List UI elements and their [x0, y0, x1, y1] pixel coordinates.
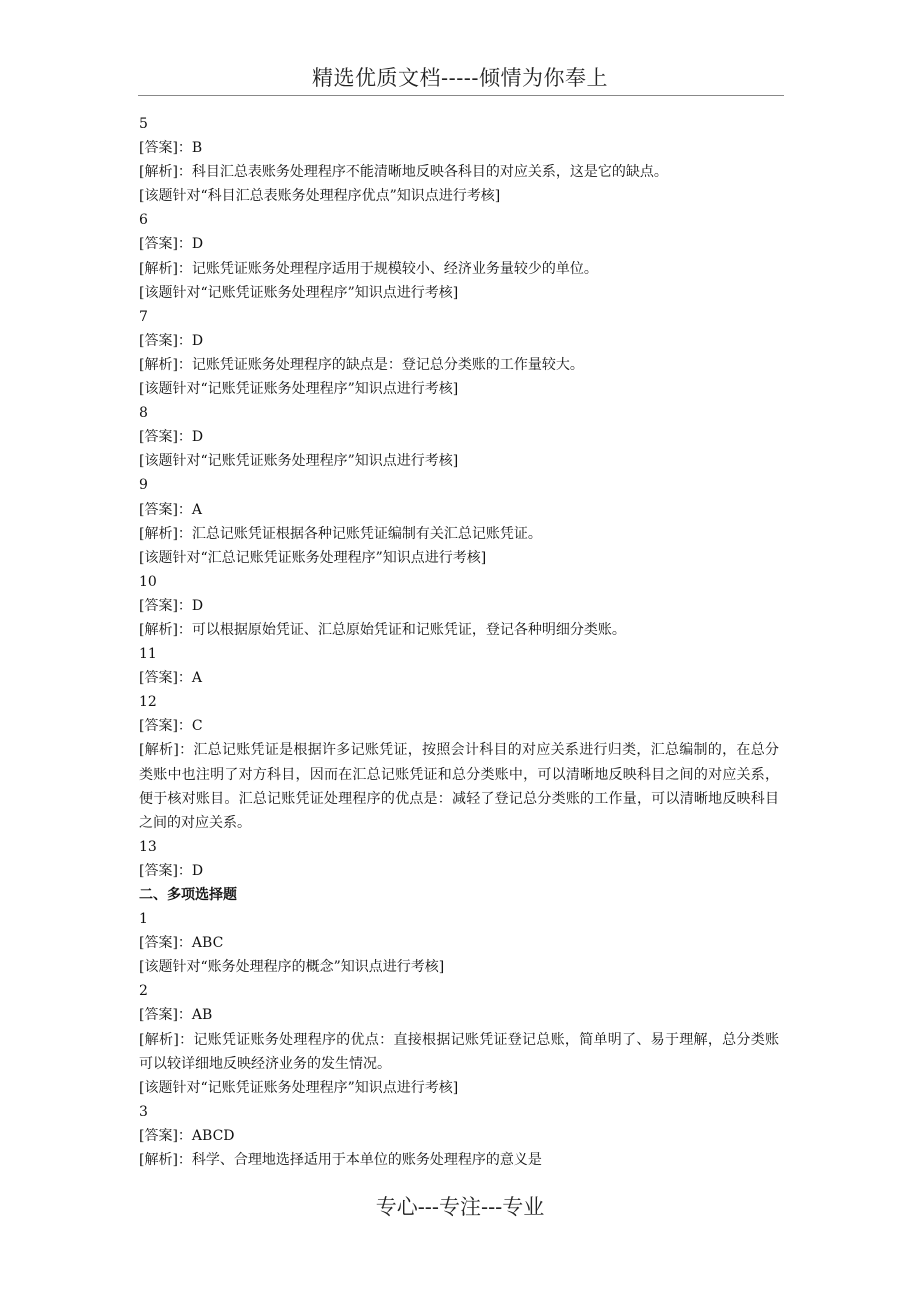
topic-note-line: [该题针对“记账凭证账务处理程序”知识点进行考核]: [139, 381, 459, 398]
question-number: 2: [139, 983, 148, 1000]
answer-line: [答案]：A: [139, 670, 203, 687]
analysis-line: [解析]：汇总记账凭证根据各种记账凭证编制有关汇总记账凭证。: [139, 525, 542, 542]
topic-note-line: [该题针对“汇总记账凭证账务处理程序”知识点进行考核]: [139, 549, 487, 566]
question-number: 10: [139, 573, 157, 590]
question-number: 1: [139, 911, 148, 928]
page-header-title: 精选优质文档-----倾情为你奉上: [312, 66, 608, 90]
question-number: 3: [139, 1103, 148, 1120]
analysis-line: [解析]：科学、合理地选择适用于本单位的账务处理程序的意义是: [139, 1152, 542, 1169]
page-footer-text: 专心---专注---专业: [375, 1195, 545, 1219]
header-divider: [138, 95, 784, 96]
topic-note-line: [该题针对“账务处理程序的概念”知识点进行考核]: [139, 959, 445, 976]
document-body: [139, 112, 779, 1172]
analysis-paragraph: [解析]：汇总记账凭证是根据许多记账凭证，按照会计科目的对应关系进行归类，汇总编制的，在总分类账中也注明了对方科目，因而在汇总记账凭证和总分类账中，可以清晰地反映科目之间的对应关系，便于核对账目。汇总记账凭证处理程序的优点是：减轻了登记总分类账的工作量，可以清晰地反映科目之间的对应关系。: [139, 742, 779, 831]
question-number: 5: [139, 116, 148, 132]
answer-line: [答案]：ABCD: [139, 1127, 235, 1144]
topic-note-line: [该题针对“科目汇总表账务处理程序优点”知识点进行考核]: [139, 188, 501, 205]
answer-line: [答案]：D: [139, 429, 204, 446]
question-number: 11: [139, 646, 157, 663]
answer-line: [答案]：D: [139, 332, 204, 349]
topic-note-line: [该题针对“记账凭证账务处理程序”知识点进行考核]: [139, 1079, 459, 1096]
topic-note-line: [该题针对“记账凭证账务处理程序”知识点进行考核]: [139, 453, 459, 470]
analysis-line: [解析]：可以根据原始凭证、汇总原始凭证和记账凭证，登记各种明细分类账。: [139, 621, 626, 638]
answer-line: [答案]：A: [139, 501, 203, 518]
analysis-line: [解析]：记账凭证账务处理程序的缺点是：登记总分类账的工作量较大。: [139, 356, 584, 373]
question-number: 13: [139, 838, 157, 855]
analysis-line: [解析]：记账凭证账务处理程序适用于规模较小、经济业务量较少的单位。: [139, 260, 598, 277]
analysis-paragraph: [解析]：记账凭证账务处理程序的优点：直接根据记账凭证登记总账，简单明了、易于理解，总分类账可以较详细地反映经济业务的发生情况。: [139, 1031, 779, 1072]
topic-note-line: [该题针对“记账凭证账务处理程序”知识点进行考核]: [139, 284, 459, 301]
question-number: 12: [139, 694, 157, 711]
question-number: 8: [139, 405, 148, 422]
section-heading: 二、多项选择题: [139, 887, 237, 903]
answer-line: [答案]：D: [139, 597, 204, 614]
answer-line: [答案]：D: [139, 236, 204, 253]
answer-line: [答案]：ABC: [139, 935, 224, 952]
question-number: 9: [139, 477, 148, 494]
answer-line: [答案]：AB: [139, 1007, 213, 1024]
answer-line: [答案]：D: [139, 862, 204, 879]
answer-line: [答案]：C: [139, 718, 203, 735]
answer-line: [答案]：B: [139, 140, 203, 157]
question-number: 6: [139, 212, 148, 229]
analysis-line: [解析]：科目汇总表账务处理程序不能清晰地反映各科目的对应关系，这是它的缺点。: [139, 164, 668, 181]
question-number: 7: [139, 308, 148, 325]
